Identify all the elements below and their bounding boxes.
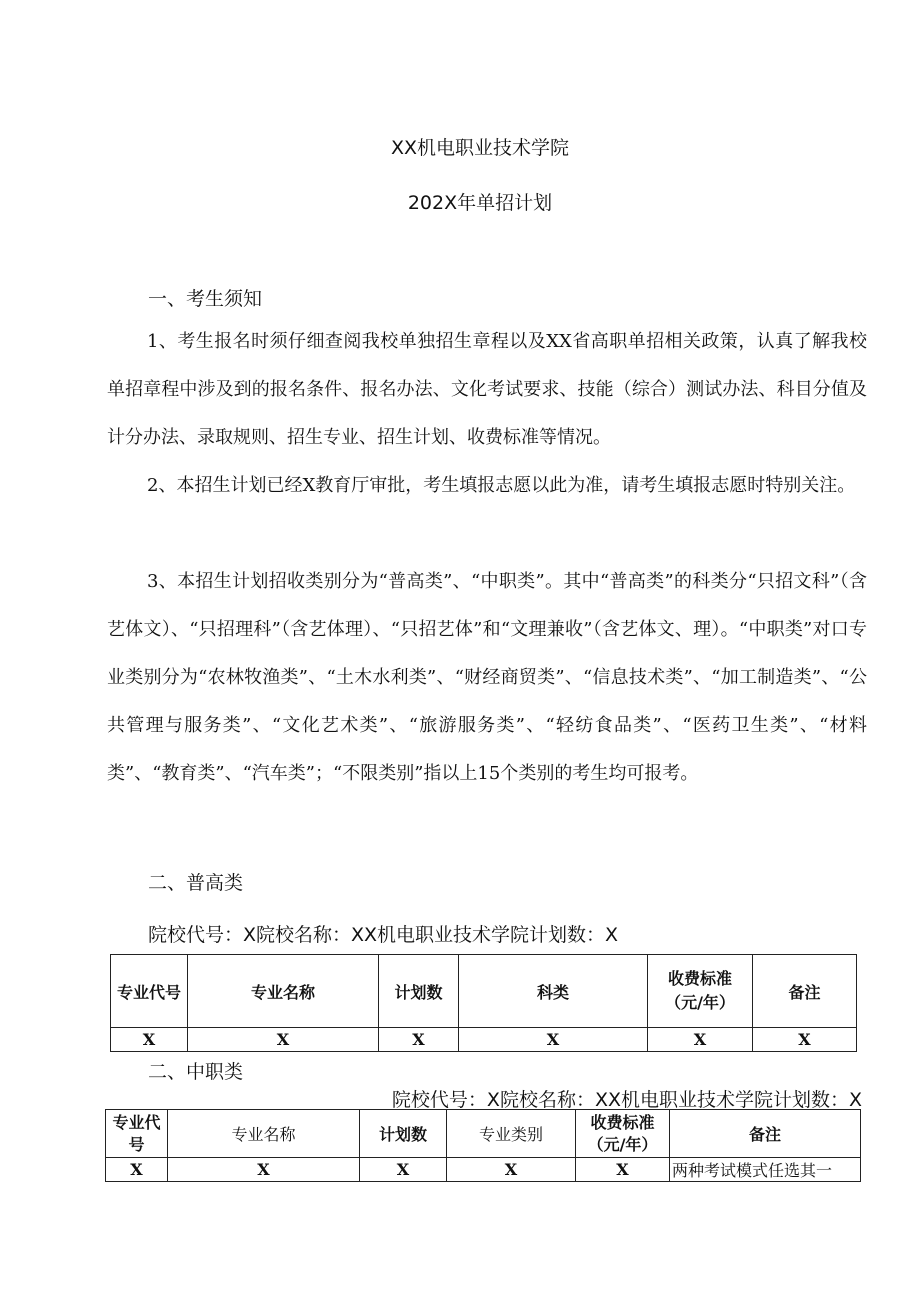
plan-title: 202X年单招计划 (407, 192, 553, 214)
cell-plan-count: X (360, 1158, 447, 1182)
cell-subject-type: X (459, 1028, 648, 1052)
header-major-category: 专业类别 (447, 1110, 576, 1158)
cell-major-category: X (447, 1158, 576, 1182)
notice-paragraph-2: 2、本招生计划已经X教育厅审批，考生填报志愿以此为准，请考生填报志愿时特别关注。 (147, 475, 856, 496)
header-remarks: 备注 (753, 955, 857, 1028)
cell-major-name: X (188, 1028, 379, 1052)
header-plan-count: 计划数 (360, 1110, 447, 1158)
header-plan-count: 计划数 (379, 955, 459, 1028)
header-fee: 收费标准（元/年） (648, 955, 753, 1028)
cell-major-name: X (168, 1158, 360, 1182)
section3-heading: 二、中职类 (148, 1061, 244, 1083)
vocational-school-info-line: 院校代号：X院校名称：XX机电职业技术学院计划数：X (391, 1089, 862, 1111)
school-info-line: 院校代号：X院校名称：XX机电职业技术学院计划数：X (148, 924, 619, 946)
header-fee: 收费标准（元/年） (576, 1110, 670, 1158)
notice-paragraph-3: 3、本招生计划招收类别分为“普高类”、“中职类”。其中“普高类”的科类分“只招文科”（含艺体文）、“只招理科”（含艺体理）、“只招艺体”和“文理兼收”（含艺体文、理）。“中职类”对口专业类别分为“农林牧渔类”、“土木水利类”、“财经商贸类”、“信息技术类”、“加工制造类”、“公共管理与服务类”、“文化艺术类”、“旅游服务类”、“轻纺食品类”、“医药卫生类”、“材料类”、“教育类”、“汽车类”；“不限类别”指以上15个类别的考生均可报考。 (107, 571, 867, 784)
header-major-name: 专业名称 (188, 955, 379, 1028)
header-major-name: 专业名称 (168, 1110, 360, 1158)
school-title: XX机电职业技术学院 (390, 137, 570, 159)
cell-fee: X (648, 1028, 753, 1052)
header-remarks: 备注 (670, 1110, 861, 1158)
table-row (106, 1158, 861, 1182)
table-row (111, 1028, 857, 1052)
section2-heading: 二、普高类 (148, 872, 244, 894)
cell-major-code: X (106, 1158, 168, 1182)
cell-major-code: X (111, 1028, 188, 1052)
vocational-plan-table (105, 1109, 861, 1182)
header-subject-type: 科类 (459, 955, 648, 1028)
header-major-code: 专业代号 (111, 955, 188, 1028)
section1-heading: 一、考生须知 (148, 288, 263, 310)
header-major-code: 专业代号 (106, 1110, 168, 1158)
cell-remarks: X (753, 1028, 857, 1052)
cell-plan-count: X (379, 1028, 459, 1052)
general-plan-table (110, 954, 857, 1052)
cell-fee: X (576, 1158, 670, 1182)
cell-remarks: 两种考试模式任选其一 (670, 1158, 861, 1182)
notice-paragraph-1: 1、考生报名时须仔细查阅我校单独招生章程以及XX省高职单招相关政策，认真了解我校单招章程中涉及到的报名条件、报名办法、文化考试要求、技能（综合）测试办法、科目分值及计分办法、录取规则、招生专业、招生计划、收费标准等情况。 (107, 331, 867, 448)
